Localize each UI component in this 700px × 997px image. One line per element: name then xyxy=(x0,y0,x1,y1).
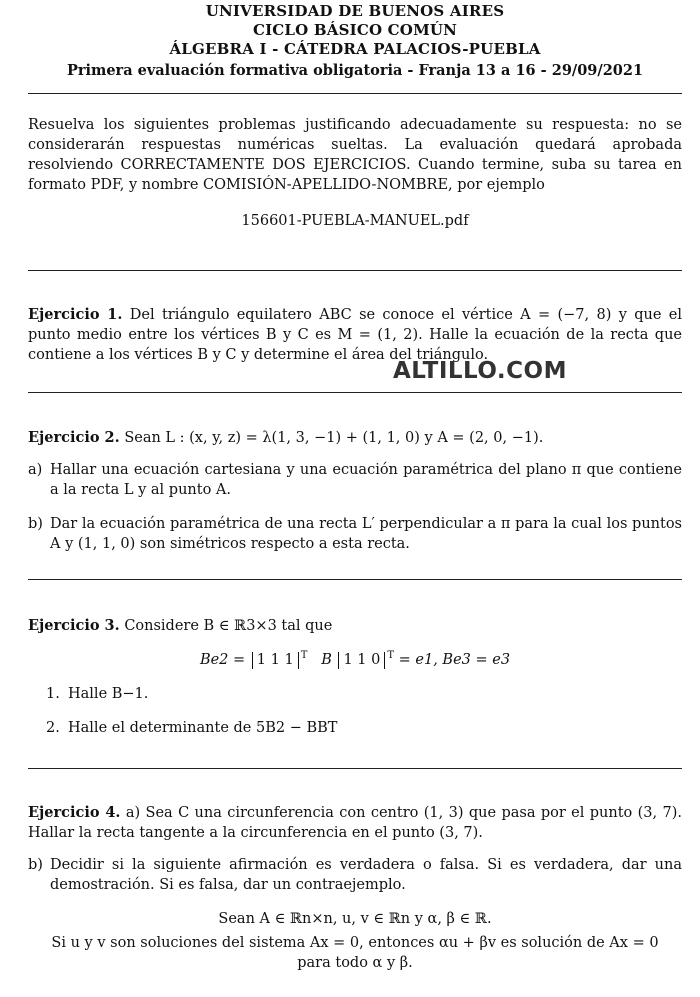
exercise-1-text: Del triángulo equilatero ABC se conoce el vértice A = (−7, 8) y que el punto medio entre los vértices B y C es M = (1, 2). Halle la ecuación de la recta que contiene a los vértices B y C y determine el área del triángulo. xyxy=(28,307,682,363)
example-filename: 156601-PUEBLA-MANUEL.pdf xyxy=(241,213,469,229)
item-text: Halle el determinante de 5B2 − BBT xyxy=(68,720,338,736)
exercise-3-equation xyxy=(28,650,682,670)
exercise-4-title: Ejercicio 4. xyxy=(28,804,121,821)
divider xyxy=(28,579,682,580)
item-label: 2. xyxy=(46,720,60,736)
exercise-1-body xyxy=(28,305,682,365)
exercise-3-text: Considere B ∈ ℝ3×3 tal que xyxy=(124,618,333,634)
item-text: Decidir si la siguiente afirmación es verdadera o falsa. Si es verdadera, dar una demostración. Si es falsa, dar un contraejemplo. xyxy=(50,857,682,893)
intro-section xyxy=(28,115,682,231)
exercise-2-item-a xyxy=(28,460,682,500)
divider xyxy=(28,392,682,393)
item-label: a) xyxy=(28,462,43,478)
university-name: UNIVERSIDAD DE BUENOS AIRES xyxy=(205,2,505,20)
item-label: b) xyxy=(28,516,43,532)
row-vector-1: 1 1 1 xyxy=(252,652,299,669)
transpose-mark: T xyxy=(300,650,308,662)
item-text: Hallar una ecuación cartesiana y una ecuación paramétrica del plano π que contiene a la recta L y al punto A. xyxy=(50,462,682,498)
exam-header xyxy=(28,0,682,81)
exercise-2-text: Sean L : (x, y, z) = λ(1, 3, −1) + (1, 1, 0) y A = (2, 0, −1). xyxy=(124,430,544,446)
exercise-4-item-b xyxy=(28,855,682,895)
course-name: ÁLGEBRA I - CÁTEDRA PALACIOS-PUEBLA xyxy=(169,40,541,58)
exercise-2-title: Ejercicio 2. xyxy=(28,429,120,446)
item-text: Dar la ecuación paramétrica de una recta L′ perpendicular a π para la cual los puntos A y (1, 1, 0) son simétricos respecto a esta recta. xyxy=(50,516,682,552)
divider xyxy=(28,270,682,271)
intro-text: Resuelva los siguientes problemas justificando adecuadamente su respuesta: no se considerarán respuestas numéricas sueltas. La evaluación quedará aprobada resolviendo CORRECTAMENTE DOS EJERCICIOS. Cuando termine, suba su tarea en formato PDF, y nombre COMISIÓN-APELLIDO-NOMBRE, por ejemplo xyxy=(28,117,682,193)
exercise-2-intro xyxy=(28,428,682,448)
eq-left: Be2 = xyxy=(199,652,246,668)
exercise-3-intro xyxy=(28,616,682,636)
watermark-logo: ALTILLO.COM xyxy=(393,358,567,384)
eq-right: = e1, Be3 = e3 xyxy=(398,652,511,668)
statement-line-2: Si u y v son soluciones del sistema Ax = 0, entonces αu + βv es solución de Ax = 0 para todo α y β. xyxy=(51,935,659,971)
eq-mid: B xyxy=(321,652,332,668)
exercise-1 xyxy=(28,305,682,365)
divider xyxy=(28,768,682,769)
exercise-3-title: Ejercicio 3. xyxy=(28,617,120,634)
item-label: 1. xyxy=(46,686,60,702)
item-label: b) xyxy=(28,857,43,873)
exercise-4-a-text: Sea C una circunferencia con centro (1, 3) que pasa por el punto (3, 7). Hallar la recta tangente a la circunferencia en el punto (3, 7). xyxy=(28,805,682,841)
exercise-3 xyxy=(28,616,682,738)
divider xyxy=(28,93,682,94)
exercise-2-item-b xyxy=(28,514,682,554)
exam-title: Primera evaluación formativa obligatoria - Franja 13 a 16 - 29/09/2021 xyxy=(66,62,644,79)
exercise-4-item-a xyxy=(28,803,682,843)
item-text: Halle B−1. xyxy=(68,686,149,702)
exercise-2 xyxy=(28,428,682,554)
exercise-1-title: Ejercicio 1. xyxy=(28,306,123,323)
exercise-3-item-2 xyxy=(28,718,682,738)
item-text xyxy=(28,803,682,843)
item-label: a) xyxy=(125,805,141,821)
cycle-name: CICLO BÁSICO COMÚN xyxy=(252,21,458,39)
transpose-mark: T xyxy=(387,650,395,662)
row-vector-2: 1 1 0 xyxy=(338,652,385,669)
statement-line-1: Sean A ∈ ℝn×n, u, v ∈ ℝn y α, β ∈ ℝ. xyxy=(218,911,492,927)
exercise-3-item-1 xyxy=(28,684,682,704)
exercise-4 xyxy=(28,803,682,973)
